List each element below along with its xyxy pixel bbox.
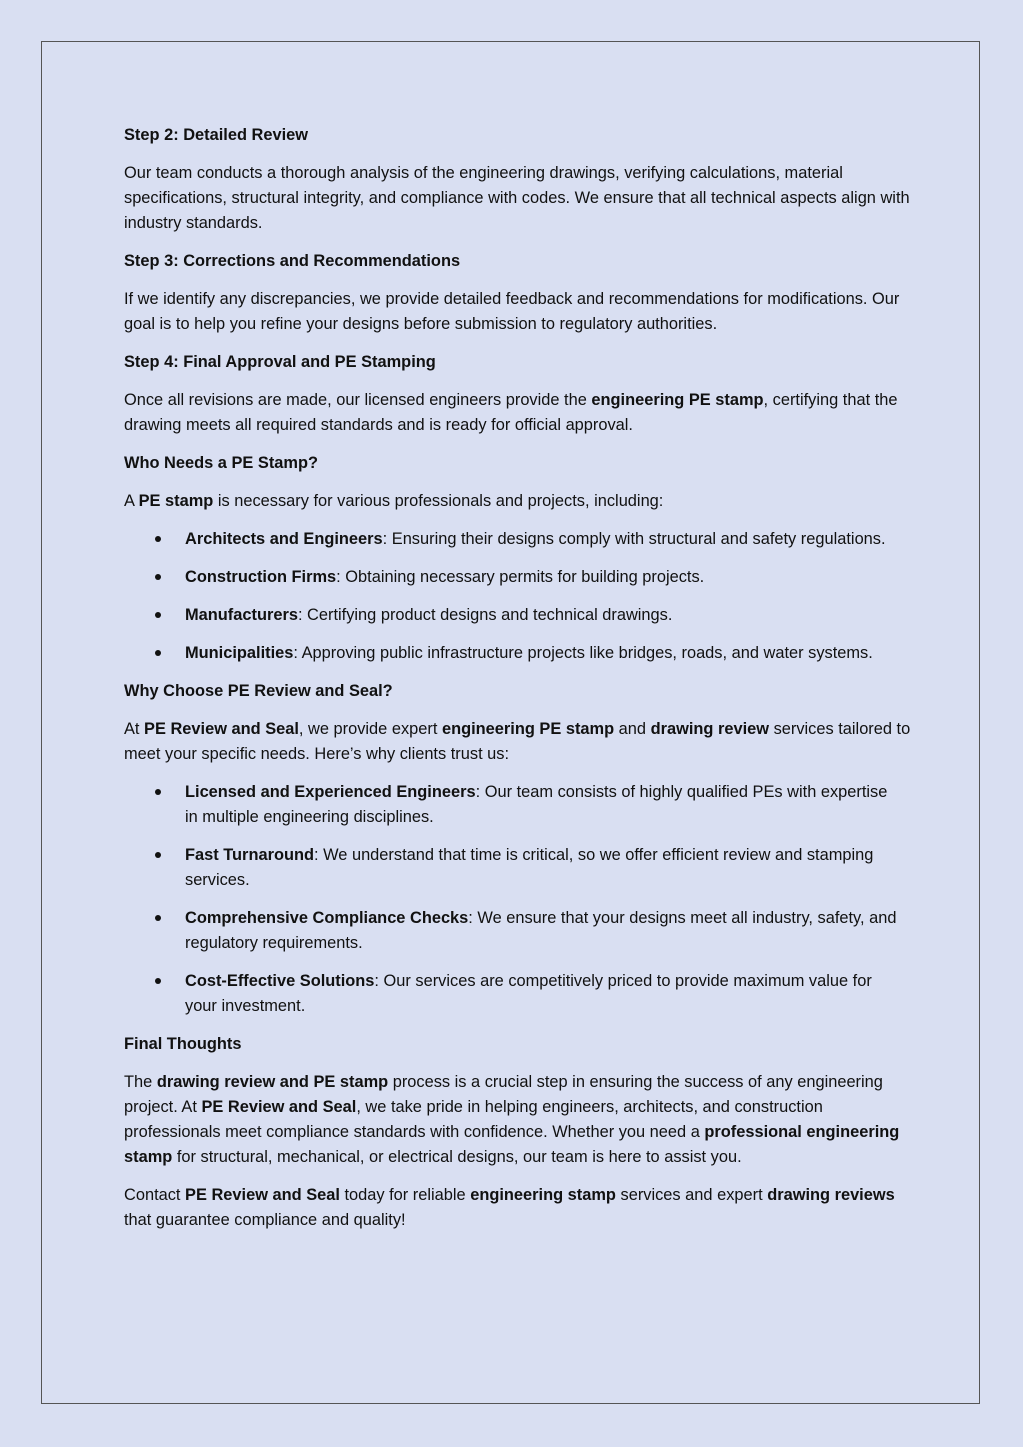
text-run: The bbox=[124, 1073, 157, 1091]
bold-run: drawing reviews bbox=[767, 1186, 895, 1204]
text-run: , we provide expert bbox=[298, 720, 442, 738]
list-item-desc: : Approving public infrastructure projects like bridges, roads, and water systems. bbox=[293, 644, 873, 662]
list-item bbox=[124, 603, 900, 628]
who-needs-intro bbox=[124, 489, 914, 514]
step-2-heading: Step 2: Detailed Review bbox=[124, 126, 309, 144]
final-thoughts-heading: Final Thoughts bbox=[124, 1035, 242, 1053]
text-run: is necessary for various professionals and projects, including: bbox=[213, 492, 664, 510]
bold-run: drawing review and PE stamp bbox=[156, 1073, 389, 1091]
text-run: and bbox=[614, 720, 651, 738]
bullet-icon bbox=[155, 852, 161, 858]
bold-run: PE stamp bbox=[138, 492, 214, 510]
bullet-icon bbox=[155, 574, 161, 580]
text-run: , we take pride in helping engineers, architects, and construction professionals meet compliance standards with confidence. Whether you need a bbox=[124, 1098, 823, 1141]
bullet-icon bbox=[155, 536, 161, 542]
list-item-desc: : Obtaining necessary permits for building projects. bbox=[336, 568, 705, 586]
final-thoughts-body bbox=[124, 1070, 914, 1170]
bold-run: PE Review and Seal bbox=[185, 1186, 340, 1204]
bullet-icon bbox=[155, 978, 161, 984]
why-choose-intro bbox=[124, 717, 914, 767]
list-item bbox=[124, 906, 900, 956]
text-run: Once all revisions are made, our licensed engineers provide the bbox=[124, 391, 592, 409]
bullet-icon bbox=[155, 789, 161, 795]
list-item bbox=[124, 641, 900, 666]
list-item-desc: : Ensuring their designs comply with structural and safety regulations. bbox=[382, 530, 886, 548]
bold-run: engineering PE stamp bbox=[591, 391, 764, 409]
who-needs-list bbox=[124, 527, 914, 666]
list-item-term: Construction Firms bbox=[185, 568, 337, 586]
list-item bbox=[124, 843, 900, 893]
text-run: , certifying that the drawing meets all required standards and is ready for official approval. bbox=[124, 391, 898, 434]
step-4-body bbox=[124, 388, 914, 438]
list-item-desc: : Our team consists of highly qualified PEs with expertise in multiple engineering disciplines. bbox=[185, 783, 888, 826]
text-run: process is a crucial step in ensuring the success of any engineering project. At bbox=[124, 1073, 883, 1116]
text-run: services tailored to meet your specific needs. Here’s why clients trust us: bbox=[124, 720, 911, 763]
list-item-desc: : Our services are competitively priced to provide maximum value for your investment. bbox=[185, 972, 872, 1015]
bold-run: engineering PE stamp bbox=[441, 720, 615, 738]
step-3-body: If we identify any discrepancies, we provide detailed feedback and recommendations for modifications. Our goal is to help you refine your designs before submission to regulatory authorities. bbox=[124, 290, 900, 333]
bullet-icon bbox=[155, 612, 161, 618]
list-item bbox=[124, 565, 900, 590]
document-content bbox=[124, 123, 914, 1246]
list-item bbox=[124, 780, 900, 830]
step-4-heading: Step 4: Final Approval and PE Stamping bbox=[124, 353, 436, 371]
bold-run: drawing review bbox=[650, 720, 770, 738]
list-item-term: Architects and Engineers bbox=[185, 530, 383, 548]
list-item-term: Fast Turnaround bbox=[185, 846, 314, 864]
list-item-term: Comprehensive Compliance Checks bbox=[185, 909, 469, 927]
list-item bbox=[124, 527, 900, 552]
list-item-desc: : Certifying product designs and technical drawings. bbox=[297, 606, 673, 624]
list-item-desc: : We ensure that your designs meet all industry, safety, and regulatory requirements. bbox=[185, 909, 897, 952]
text-run: for structural, mechanical, or electrical designs, our team is here to assist you. bbox=[172, 1148, 742, 1166]
text-run: today for reliable bbox=[339, 1186, 471, 1204]
text-run: services and expert bbox=[615, 1186, 768, 1204]
why-choose-list bbox=[124, 780, 914, 1019]
bold-run: PE Review and Seal bbox=[144, 720, 299, 738]
bullet-icon bbox=[155, 915, 161, 921]
list-item-term: Cost-Effective Solutions bbox=[185, 972, 375, 990]
contact-paragraph bbox=[124, 1183, 914, 1233]
who-needs-heading: Who Needs a PE Stamp? bbox=[124, 454, 318, 472]
bold-run: PE Review and Seal bbox=[201, 1098, 357, 1116]
why-choose-heading: Why Choose PE Review and Seal? bbox=[124, 682, 393, 700]
step-2-body: Our team conducts a thorough analysis of the engineering drawings, verifying calculations, material specifications, structural integrity, and compliance with codes. We ensure that all technical aspects align with industry standards. bbox=[124, 164, 910, 232]
list-item bbox=[124, 969, 900, 1019]
bold-run: engineering stamp bbox=[470, 1186, 616, 1204]
text-run: that guarantee compliance and quality! bbox=[124, 1211, 406, 1229]
text-run: Contact bbox=[124, 1186, 186, 1204]
text-run: At bbox=[124, 720, 145, 738]
bullet-icon bbox=[155, 650, 161, 656]
list-item-desc: : We understand that time is critical, so we offer efficient review and stamping services. bbox=[185, 846, 874, 889]
list-item-term: Manufacturers bbox=[185, 606, 298, 624]
list-item-term: Licensed and Experienced Engineers bbox=[185, 783, 476, 801]
list-item-term: Municipalities bbox=[185, 644, 294, 662]
bold-run: professional engineering stamp bbox=[124, 1123, 900, 1166]
text-run: A bbox=[124, 492, 139, 510]
step-3-heading: Step 3: Corrections and Recommendations bbox=[124, 252, 461, 270]
